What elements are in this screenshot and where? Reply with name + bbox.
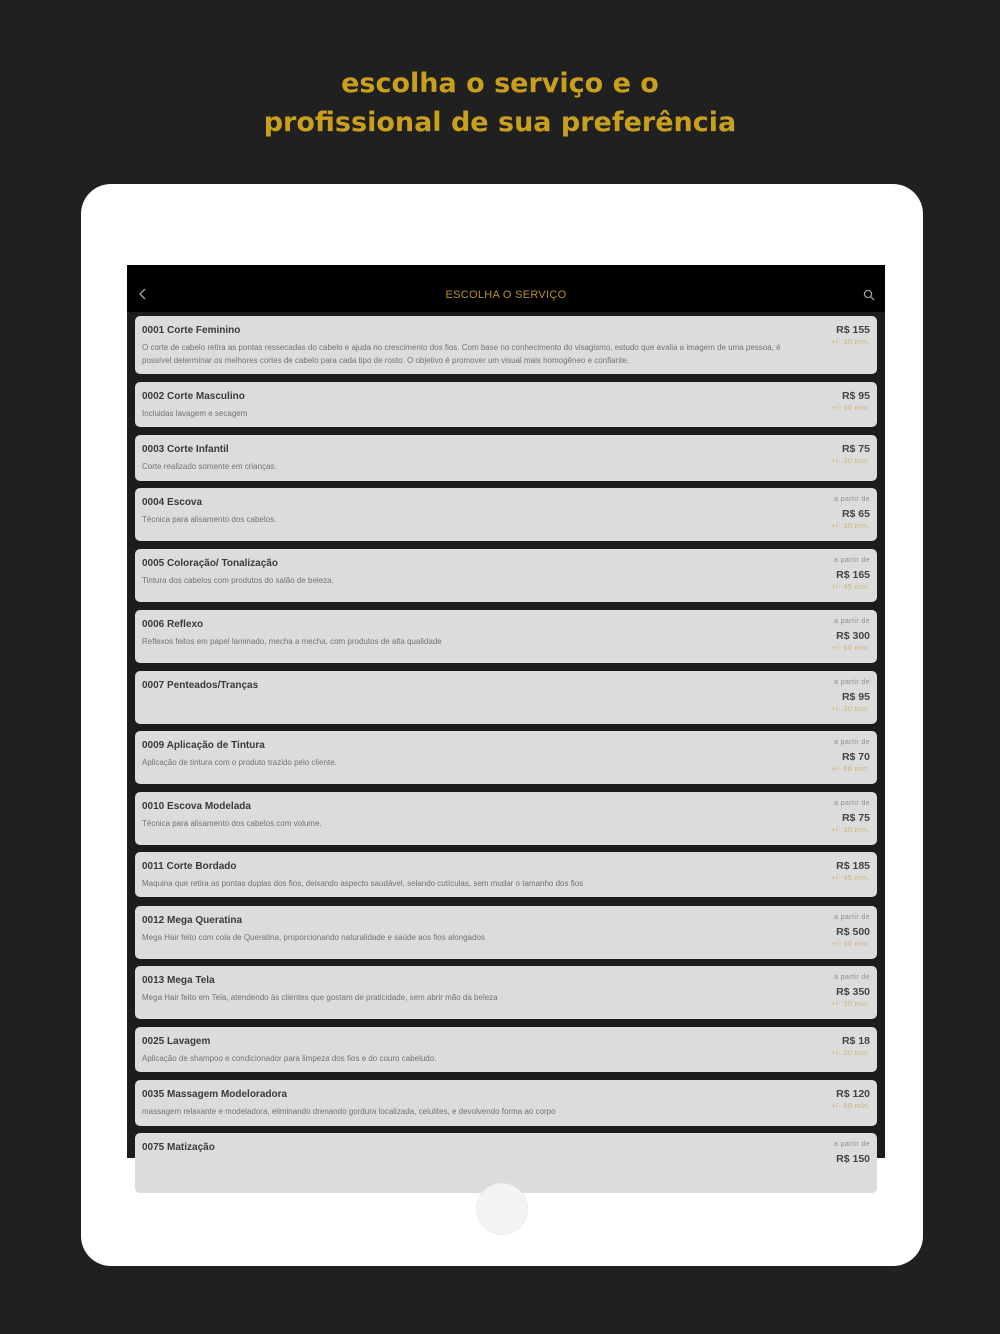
headline-line-2: profissional de sua preferência (263, 107, 737, 138)
service-duration: +/- 45 min. (831, 875, 870, 882)
service-name: 0010 Escova Modelada (142, 801, 251, 812)
service-description: Tintura dos cabelos com produtos do salão de beleza. (142, 576, 334, 585)
price-from-label: a partir de (834, 1141, 870, 1148)
service-price: R$ 350 (836, 986, 870, 998)
service-price: R$ 120 (836, 1088, 870, 1100)
service-description: Técnica para alisamento dos cabelos. (142, 515, 277, 524)
service-description: Corte realizado somente em crianças. (142, 462, 277, 471)
service-pricing (780, 1080, 870, 1126)
service-pricing (780, 1027, 870, 1072)
price-from-label: a partir de (834, 679, 870, 686)
promo-headline (0, 64, 1000, 142)
service-pricing (780, 549, 870, 602)
service-pricing (780, 906, 870, 959)
service-duration: +/- 30 min. (831, 405, 870, 412)
service-duration: +/- 30 min. (831, 827, 870, 834)
service-price: R$ 75 (841, 443, 870, 455)
price-from-label: a partir de (834, 974, 870, 981)
service-name: 0001 Corte Feminino (142, 325, 241, 336)
service-card[interactable] (135, 792, 877, 845)
service-price: R$ 185 (836, 860, 870, 872)
service-name: 0011 Corte Bordado (142, 861, 237, 872)
service-description: O corte de cabelo retira as pontas ressecadas do cabelo e ajuda no crescimento dos fios. Com base no conhecimento do visagismo, estudo que avalia a imagem de uma pessoa, é possível determinar os melhores cortes de cabelo para cada tipo de rosto. O objetivo é promover um visual mais homogêneo e confiante. (142, 343, 781, 365)
service-name: 0004 Escova (142, 497, 203, 508)
service-price: R$ 150 (836, 1153, 870, 1165)
service-name: 0025 Lavagem (142, 1036, 211, 1047)
home-button[interactable] (476, 1183, 528, 1235)
service-price: R$ 500 (836, 926, 870, 938)
service-price: R$ 18 (841, 1035, 870, 1047)
service-price: R$ 65 (841, 508, 870, 520)
service-card[interactable] (135, 1080, 877, 1126)
service-description: Aplicação de tintura com o produto trazido pelo cliente. (142, 758, 337, 767)
service-price: R$ 70 (841, 751, 870, 763)
price-from-label: a partir de (834, 914, 870, 921)
service-card[interactable] (135, 1027, 877, 1072)
service-pricing (780, 1133, 870, 1193)
service-description: massagem relaxante e modeladora, eliminando drenando gordura localizada, celulites, e devolvendo forma ao corpo (142, 1107, 556, 1116)
service-pricing (780, 488, 870, 541)
top-bar (127, 265, 885, 312)
service-price: R$ 75 (841, 812, 870, 824)
service-pricing (780, 852, 870, 897)
service-pricing (780, 435, 870, 481)
service-price: R$ 155 (836, 324, 870, 336)
service-card[interactable] (135, 549, 877, 602)
service-pricing (780, 610, 870, 663)
service-pricing (780, 671, 870, 724)
service-card[interactable] (135, 488, 877, 541)
service-card[interactable] (135, 966, 877, 1019)
service-duration: +/- 30 min. (831, 339, 870, 346)
service-card[interactable] (135, 316, 877, 374)
price-from-label: a partir de (834, 557, 870, 564)
price-from-label: a partir de (834, 496, 870, 503)
service-description: Mega Hair feito em Tela, atendendo às clientes que gostam de praticidade, sem abrir mão da beleza (142, 993, 498, 1002)
service-name: 0006 Reflexo (142, 619, 204, 630)
service-duration: +/- 30 min. (831, 941, 870, 948)
service-card[interactable] (135, 435, 877, 481)
service-name: 0007 Penteados/Tranças (142, 680, 259, 691)
service-card[interactable] (135, 610, 877, 663)
service-name: 0009 Aplicação de Tintura (142, 740, 265, 751)
service-description: Reflexos feitos em papel laminado, mecha a mecha, com produtos de alta qualidade (142, 637, 442, 646)
service-duration: +/- 60 min. (831, 1103, 870, 1110)
service-pricing (780, 382, 870, 427)
service-card[interactable] (135, 731, 877, 784)
service-duration: +/- 60 min. (831, 645, 870, 652)
service-duration: +/- 45 min. (831, 584, 870, 591)
service-price: R$ 95 (841, 691, 870, 703)
service-price: R$ 300 (836, 630, 870, 642)
service-description: Aplicação de shampoo e condicionador para limpeza dos fios e do couro cabeludo. (142, 1054, 437, 1063)
service-description: Maquina que retira as pontas duplas dos fios, deixando aspecto saudável, selando cutículas, sem mudar o tamanho dos fios (142, 879, 584, 888)
service-card[interactable] (135, 671, 877, 724)
service-name: 0003 Corte Infantil (142, 444, 229, 455)
service-description: Mega Hair feito com cola de Queratina, proporcionando naturalidade e saúde aos fios alongados (142, 933, 485, 942)
app-screen (127, 265, 885, 1165)
service-name: 0075 Matização (142, 1142, 215, 1153)
service-pricing (780, 316, 870, 374)
page-title: ESCOLHA O SERVIÇO (445, 289, 567, 301)
service-duration: +/- 30 min. (831, 523, 870, 530)
service-duration: +/- 30 min. (831, 1001, 870, 1008)
service-card[interactable] (135, 852, 877, 897)
service-duration: +/- 30 min. (831, 458, 870, 465)
service-pricing (780, 792, 870, 845)
service-price: R$ 165 (836, 569, 870, 581)
service-duration: +/- 30 min. (831, 706, 870, 713)
price-from-label: a partir de (834, 800, 870, 807)
service-name: 0012 Mega Queratina (142, 915, 243, 926)
service-name: 0035 Massagem Modeloradora (142, 1089, 288, 1100)
service-duration: +/- 20 min. (831, 1050, 870, 1057)
search-icon[interactable] (863, 289, 875, 301)
price-from-label: a partir de (834, 618, 870, 625)
price-from-label: a partir de (834, 739, 870, 746)
service-description: Incluidas lavagem e secagem (142, 409, 248, 418)
service-name: 0005 Coloração/ Tonalização (142, 558, 278, 569)
service-price: R$ 95 (841, 390, 870, 402)
service-duration: +/- 60 min. (831, 766, 870, 773)
service-name: 0002 Corte Masculino (142, 391, 245, 402)
service-name: 0013 Mega Tela (142, 975, 215, 986)
service-description: Técnica para alisamento dos cabelos com volume. (142, 819, 322, 828)
service-card[interactable] (135, 906, 877, 959)
service-pricing (780, 731, 870, 784)
headline-line-1: escolha o serviço e o (341, 68, 659, 99)
service-pricing (780, 966, 870, 1019)
service-card[interactable] (135, 382, 877, 427)
